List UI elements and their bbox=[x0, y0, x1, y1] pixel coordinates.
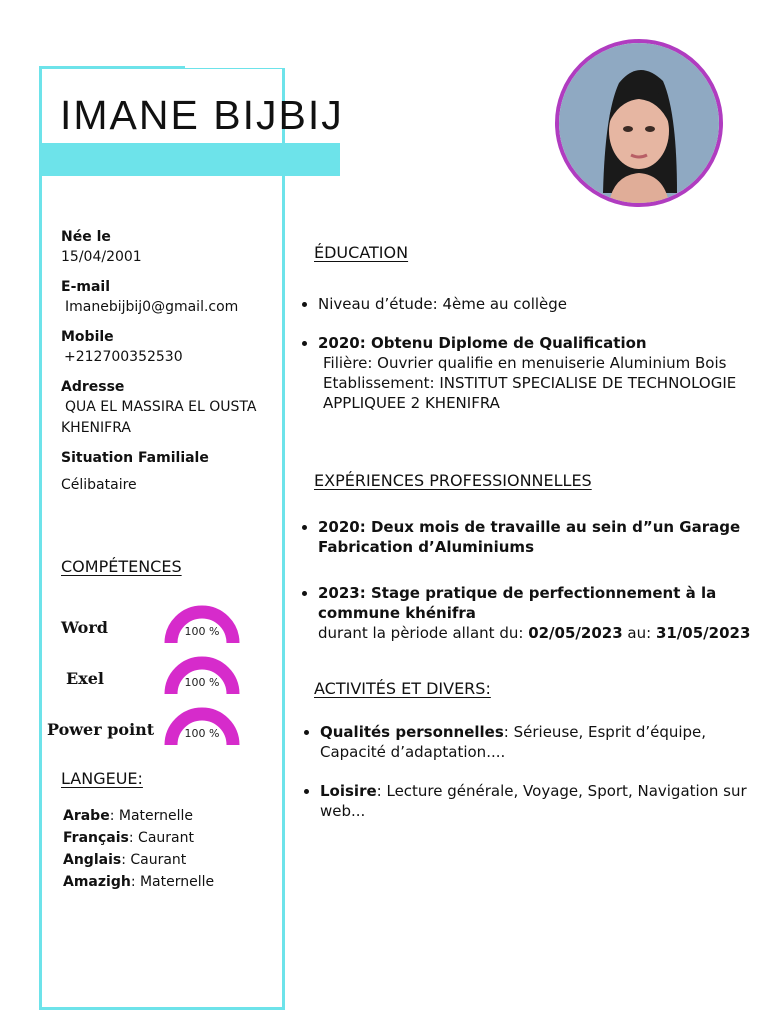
education-item bbox=[300, 333, 768, 413]
activity-item bbox=[302, 722, 768, 762]
activity-label: Loisire bbox=[320, 782, 377, 800]
activities-title: ACTIVITÉS ET DIVERS: bbox=[314, 679, 491, 698]
frame-gap bbox=[185, 64, 285, 68]
activity-text: web... bbox=[320, 802, 366, 820]
experience-date-to: 31/05/2023 bbox=[655, 624, 751, 642]
skill-word bbox=[42, 606, 282, 646]
language-item bbox=[63, 805, 214, 827]
skill-percent: 100 % bbox=[184, 676, 220, 689]
language-level: : Maternelle bbox=[109, 808, 194, 824]
language-level: : Caurant bbox=[128, 830, 194, 846]
diploma-field: Filière: Ouvrier qualifie en menuiserie Aluminium Bois bbox=[323, 354, 727, 372]
diploma-school-cont: APPLIQUEE 2 KHENIFRA bbox=[323, 394, 500, 412]
skill-name: Power point bbox=[47, 720, 155, 739]
activities-list bbox=[302, 722, 768, 821]
experience-date-from: 02/05/2023 bbox=[528, 624, 623, 642]
skill-percent: 100 % bbox=[184, 727, 220, 740]
activity-text: : Sérieuse, Esprit d’équipe, bbox=[503, 723, 707, 741]
experience-item bbox=[300, 583, 768, 643]
language-name: Arabe bbox=[63, 808, 110, 824]
experience-line: Fabrication d’Aluminiums bbox=[318, 538, 534, 556]
skill-name: Exel bbox=[66, 669, 104, 688]
diploma-title: 2020: Obtenu Diplome de Qualification bbox=[318, 334, 647, 352]
education-level: Niveau d’étude: 4ème au collège bbox=[318, 295, 568, 313]
experience-list bbox=[300, 517, 768, 643]
language-name: Français bbox=[63, 830, 129, 846]
family-label: Situation Familiale bbox=[61, 450, 209, 466]
email-label: E-mail bbox=[61, 279, 111, 295]
language-level: : Maternelle bbox=[130, 874, 215, 890]
language-item bbox=[63, 849, 214, 871]
address-line1: QUA EL MASSIRA EL OUSTA bbox=[65, 399, 257, 415]
education-title: ÉDUCATION bbox=[314, 243, 409, 262]
skill-percent: 100 % bbox=[184, 625, 220, 638]
activity-label: Qualités personnelles bbox=[320, 723, 504, 741]
email-value: Imanebijbij0@gmail.com bbox=[65, 299, 239, 315]
experience-detail-mid: au: bbox=[622, 624, 656, 642]
language-name: Anglais bbox=[63, 852, 122, 868]
birth-value: 15/04/2001 bbox=[61, 249, 142, 265]
address-line2: KHENIFRA bbox=[61, 420, 131, 436]
language-name: Amazigh bbox=[63, 874, 131, 890]
diploma-school: Etablissement: INSTITUT SPECIALISE DE TECHNOLOGIE bbox=[323, 374, 737, 392]
address-label: Adresse bbox=[61, 379, 125, 395]
experience-line: commune khénifra bbox=[318, 604, 476, 622]
languages-list bbox=[63, 805, 214, 893]
experience-title: EXPÉRIENCES PROFESSIONNELLES bbox=[314, 471, 592, 490]
skills-title: COMPÉTENCES bbox=[61, 557, 182, 576]
mobile-value: +212700352530 bbox=[64, 349, 183, 365]
profile-photo bbox=[555, 39, 723, 207]
experience-line: 2020: Deux mois de travaille au sein d”un Garage bbox=[318, 518, 741, 536]
skill-exel bbox=[42, 657, 282, 697]
education-list bbox=[300, 294, 768, 314]
mobile-label: Mobile bbox=[61, 329, 114, 345]
experience-detail: durant la pèriode allant du: bbox=[318, 624, 529, 642]
activity-text: Capacité d’adaptation.... bbox=[320, 743, 506, 761]
language-item bbox=[63, 827, 214, 849]
candidate-name: IMANE BIJBIJ bbox=[60, 92, 344, 138]
family-value: Célibataire bbox=[61, 477, 137, 493]
personal-info bbox=[61, 227, 281, 505]
language-item bbox=[63, 871, 214, 893]
activity-item bbox=[302, 781, 768, 821]
languages-title: LANGEUE: bbox=[61, 769, 143, 788]
birth-label: Née le bbox=[61, 229, 111, 245]
education-item bbox=[300, 294, 768, 314]
experience-line: 2023: Stage pratique de perfectionnement à la bbox=[318, 584, 717, 602]
education-diploma bbox=[300, 333, 768, 413]
language-level: : Caurant bbox=[121, 852, 187, 868]
skill-powerpoint bbox=[42, 708, 282, 748]
skill-name: Word bbox=[61, 618, 108, 637]
activity-text: : Lecture générale, Voyage, Sport, Navigation sur bbox=[376, 782, 747, 800]
name-accent-bar bbox=[42, 143, 340, 176]
experience-item bbox=[300, 517, 768, 557]
